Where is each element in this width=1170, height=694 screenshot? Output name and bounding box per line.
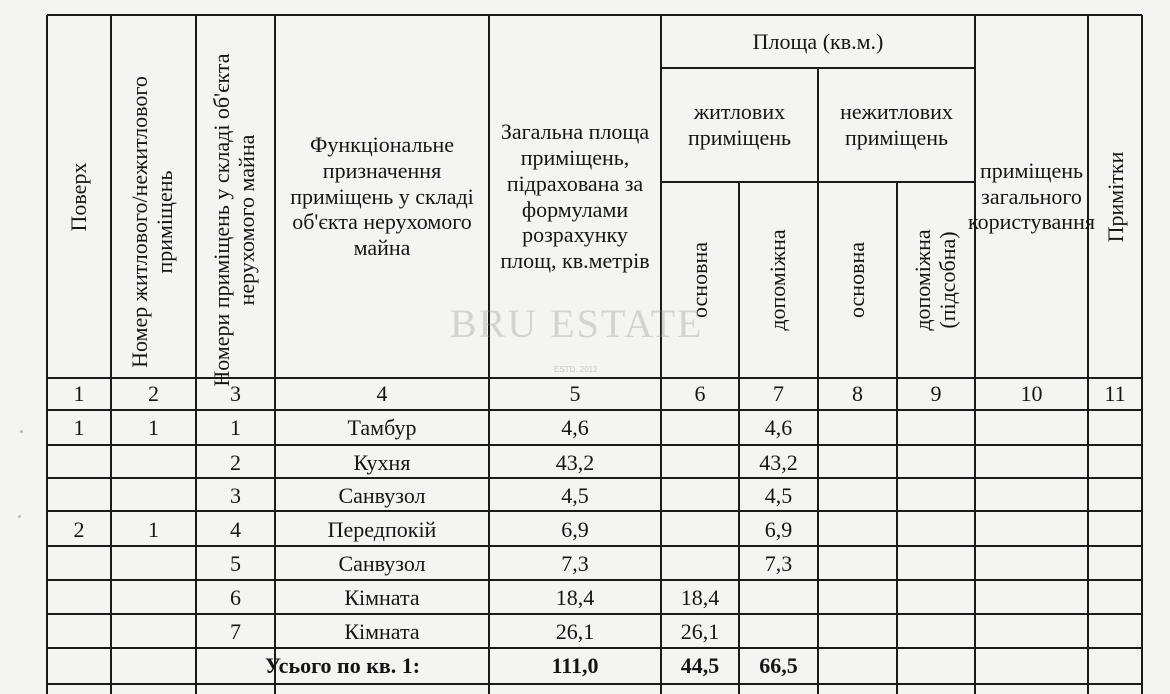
cell-num: 7 (230, 619, 241, 645)
scan-speck (18, 515, 21, 518)
cell-total: 4,5 (561, 482, 589, 508)
cell-res-aux: 4,6 (764, 414, 793, 440)
cell-total: 43,2 (555, 449, 595, 475)
header-nonres-aux: допоміжна (підсобна) (910, 229, 960, 331)
cell-res-aux: 43,2 (759, 449, 798, 475)
cell-num: 1 (230, 414, 241, 440)
cell-num: 3 (230, 482, 241, 508)
cell-num: 2 (230, 449, 241, 475)
header-room-numbers: Номери приміщень у складі об'єкта нерухомого майна (209, 53, 259, 387)
cell-name: Санвузол (338, 551, 426, 577)
header-res-aux: допоміжна (764, 229, 790, 331)
cell-res-aux (741, 582, 816, 614)
total-area: 111,0 (551, 653, 599, 679)
cell-res-main (663, 447, 737, 478)
cell-total: 7,3 (561, 551, 589, 577)
cell-total: 4,6 (561, 414, 589, 440)
total-res-aux: 66,5 (759, 653, 798, 679)
cell-floor (49, 582, 109, 614)
header-area-group: Площа (кв.м.) (752, 29, 884, 55)
col-number: 3 (230, 381, 241, 407)
cell-unit (113, 447, 194, 478)
col-number: 8 (852, 381, 863, 407)
cell-total: 26,1 (555, 619, 595, 645)
cell-num: 4 (230, 516, 241, 542)
header-res-main: основна (686, 242, 712, 319)
watermark-established: ESTD. 2012 (554, 365, 598, 374)
header-notes: Примітки (1102, 151, 1128, 243)
col-number: 2 (148, 381, 159, 407)
watermark-logo: BRU ESTATE (450, 301, 704, 346)
cell-name: Тамбур (347, 414, 417, 440)
cell-res-main (663, 513, 737, 546)
header-floor: Поверх (65, 162, 91, 232)
col-number: 6 (694, 381, 706, 407)
header-purpose: Функціональне призначення приміщень у складі об'єкта нерухомого майна (290, 131, 474, 261)
cell-res-main: 18,4 (680, 585, 720, 611)
col-number: 1 (73, 381, 85, 407)
col-number: 4 (376, 381, 388, 407)
cell-unit: 1 (148, 516, 159, 542)
cell-floor (49, 616, 109, 648)
cell-unit (113, 582, 194, 614)
cell-res-aux: 7,3 (764, 551, 793, 577)
cell-total: 18,4 (555, 585, 595, 611)
cell-total: 6,9 (561, 516, 589, 542)
cell-name: Санвузол (338, 482, 426, 508)
cell-num: 6 (230, 585, 241, 611)
cell-res-main (663, 412, 737, 443)
scan-speck (20, 430, 23, 433)
cell-unit (113, 616, 194, 648)
col-number: 11 (1104, 381, 1126, 407)
cell-floor (49, 447, 109, 478)
cell-num: 5 (230, 551, 241, 577)
cell-floor: 2 (73, 516, 85, 542)
header-nonres-main: основна (843, 242, 869, 319)
cell-res-main (663, 480, 737, 511)
cell-res-aux: 6,9 (764, 516, 793, 542)
cell-floor (49, 480, 109, 511)
header-nonresidential: нежитлових приміщень (840, 99, 953, 150)
header-common-use: приміщень загального користування (968, 157, 1095, 235)
header-residential: житлових приміщень (687, 99, 792, 150)
cell-name: Кімната (344, 619, 420, 645)
col-number: 5 (569, 381, 581, 407)
cell-floor (49, 548, 109, 580)
cell-res-main (663, 548, 737, 580)
cell-res-aux (741, 616, 816, 648)
col-number: 10 (1020, 381, 1043, 407)
col-number: 9 (930, 381, 942, 407)
cell-floor: 1 (73, 414, 85, 440)
cell-name: Передпокій (327, 516, 437, 542)
cell-unit: 1 (148, 414, 159, 440)
cell-unit (113, 548, 194, 580)
header-total-area: Загальна площа приміщень, підрахована за формулами розрахунку площ, кв.метрів (500, 118, 650, 274)
total-label: Усього по кв. 1: (264, 653, 421, 679)
cell-name: Кухня (353, 449, 411, 475)
cell-name: Кімната (344, 585, 420, 611)
cell-unit (113, 480, 194, 511)
cell-res-main: 26,1 (680, 619, 720, 645)
header-unit-number: Номер житлового/нежитлового приміщень (127, 76, 177, 368)
total-res-main: 44,5 (680, 653, 720, 679)
col-number: 7 (773, 381, 784, 407)
cell-res-aux: 4,5 (764, 482, 793, 508)
